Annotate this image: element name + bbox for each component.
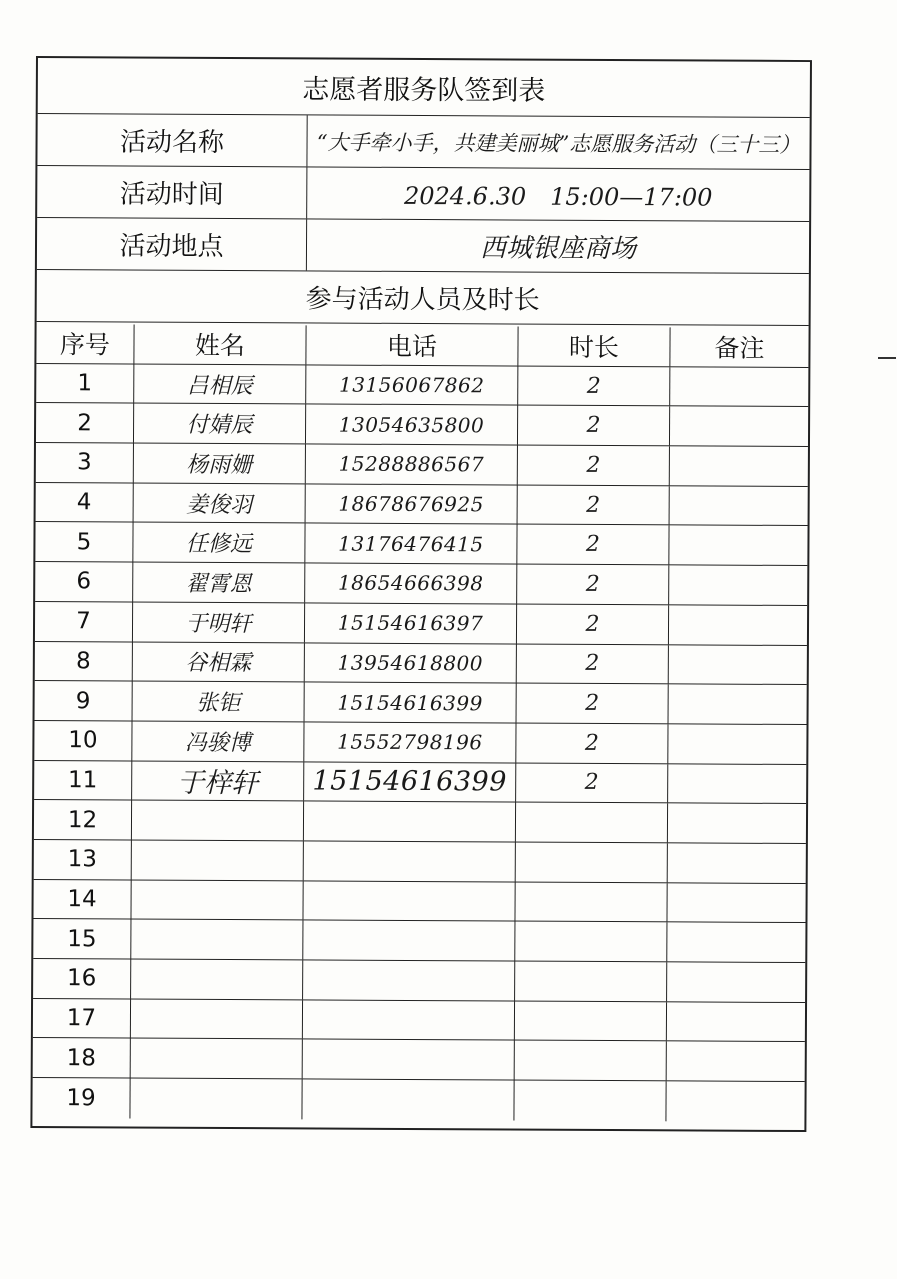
participant-note (668, 724, 806, 763)
activity-name-row (37, 114, 809, 170)
table-row (34, 761, 806, 805)
participant-note (667, 883, 805, 922)
row-number: 1 (36, 364, 134, 403)
participant-name (132, 801, 304, 841)
row-number: 3 (36, 443, 134, 482)
participant-hours (515, 1001, 667, 1040)
participant-name: 于梓轩 (132, 761, 304, 801)
row-number: 11 (34, 761, 132, 800)
participant-note (669, 605, 807, 644)
participant-hours (515, 1041, 667, 1080)
table-row (36, 483, 808, 527)
participant-phone: 18654666398 (305, 564, 517, 604)
table-row (36, 364, 808, 408)
participant-phone: 15288886567 (306, 444, 518, 484)
participant-name (131, 880, 303, 920)
participant-phone (303, 1000, 515, 1040)
row-number: 15 (33, 919, 131, 958)
participant-phone: 15154616399 (304, 762, 516, 802)
activity-time-value: 2024.6.30 15:00—17:00 (403, 181, 713, 212)
participant-note (667, 923, 805, 962)
participant-phone: 13054635800 (306, 405, 518, 445)
table-row (35, 642, 807, 686)
table-row (35, 681, 807, 725)
header-phone: 电话 (306, 325, 518, 365)
table-row (35, 602, 807, 646)
row-number: 12 (34, 800, 132, 839)
participant-phone: 13156067862 (306, 365, 518, 405)
row-number: 10 (34, 721, 132, 760)
row-number: 17 (33, 999, 131, 1038)
participant-hours: 2 (517, 565, 669, 604)
participant-name (131, 999, 303, 1039)
participant-hours: 2 (517, 684, 669, 723)
participant-hours (514, 1081, 666, 1121)
table-header-row (36, 324, 808, 368)
participant-name (130, 1079, 302, 1120)
participant-name: 任修远 (133, 523, 305, 563)
table-row (32, 1078, 804, 1122)
participant-hours: 2 (517, 525, 669, 564)
row-number: 14 (33, 880, 131, 919)
row-number: 5 (35, 522, 133, 561)
row-number: 19 (32, 1078, 130, 1118)
participant-name: 杨雨姗 (134, 444, 306, 484)
participant-name: 于明轩 (133, 602, 305, 642)
activity-name-label: 活动名称 (37, 114, 307, 166)
form-title: 志愿者服务队签到表 (38, 58, 810, 118)
sign-in-sheet (30, 56, 812, 1132)
participants-table (32, 324, 808, 1122)
participant-note (668, 804, 806, 843)
table-row (36, 403, 808, 447)
table-row (35, 522, 807, 566)
table-row (35, 562, 807, 606)
activity-place-value: 西城银座商场 (479, 233, 637, 265)
row-number: 18 (33, 1038, 131, 1077)
participant-phone (302, 1079, 514, 1120)
participant-note (668, 843, 806, 882)
participant-phone (304, 802, 516, 842)
participant-note (670, 446, 808, 485)
participant-phone (304, 841, 516, 881)
participant-phone: 13954618800 (305, 643, 517, 683)
participant-name: 姜俊羽 (134, 483, 306, 523)
participant-hours: 2 (518, 446, 670, 485)
participant-phone: 15154616399 (305, 683, 517, 723)
participant-phone (303, 921, 515, 961)
participant-hours: 2 (518, 366, 670, 405)
table-row (34, 721, 806, 765)
participant-hours (516, 842, 668, 881)
row-number: 16 (33, 959, 131, 998)
participant-hours (515, 922, 667, 961)
table-row (33, 959, 805, 1003)
activity-time-label: 活动时间 (37, 166, 307, 218)
participant-note (668, 764, 806, 803)
table-row (34, 800, 806, 844)
participant-phone (303, 881, 515, 921)
row-number: 7 (35, 602, 133, 641)
table-row (33, 919, 805, 963)
participant-note (670, 407, 808, 446)
header-hours: 时长 (518, 327, 670, 366)
row-number: 2 (36, 403, 134, 442)
row-number: 13 (34, 840, 132, 879)
participant-name: 冯骏博 (132, 721, 304, 761)
participant-hours: 2 (517, 604, 669, 643)
table-row (33, 1038, 805, 1082)
participant-hours (516, 803, 668, 842)
participant-hours: 2 (518, 406, 670, 445)
table-row (33, 999, 805, 1043)
activity-name-value: “大手牵小手，共建美丽城”志愿服务活动（三十三） (316, 129, 801, 157)
participant-note (669, 645, 807, 684)
participant-name: 付婧辰 (134, 404, 306, 444)
row-number: 9 (35, 681, 133, 720)
participant-note (667, 1002, 805, 1041)
participant-name: 张钜 (133, 682, 305, 722)
participant-hours: 2 (518, 485, 670, 524)
activity-place-row (37, 218, 809, 274)
row-number: 4 (36, 483, 134, 522)
header-name: 姓名 (134, 325, 306, 365)
participant-name: 吕相辰 (134, 364, 306, 404)
activity-place-label: 活动地点 (37, 218, 307, 270)
participant-note (669, 685, 807, 724)
scan-mark (878, 357, 896, 359)
participant-note (667, 962, 805, 1001)
participant-note (666, 1081, 804, 1121)
header-note: 备注 (714, 333, 765, 364)
row-number: 6 (35, 562, 133, 601)
participant-hours (515, 962, 667, 1001)
participant-note (669, 526, 807, 565)
participant-name (131, 920, 303, 960)
participant-note (669, 565, 807, 604)
table-row (33, 880, 805, 924)
participant-hours: 2 (517, 644, 669, 683)
activity-time-row (37, 166, 809, 222)
participant-name (132, 840, 304, 880)
participant-hours: 2 (516, 763, 668, 802)
participant-note (667, 1042, 805, 1081)
participant-phone (303, 1040, 515, 1080)
participant-phone: 13176476415 (305, 524, 517, 564)
header-number: 序号 (36, 324, 134, 363)
participant-name: 翟霄恩 (133, 563, 305, 603)
table-row (34, 840, 806, 884)
participant-note (670, 367, 808, 406)
participant-phone: 15552798196 (304, 722, 516, 762)
table-row (36, 443, 808, 487)
participant-note (670, 486, 808, 525)
participant-hours: 2 (516, 723, 668, 762)
participant-hours (515, 882, 667, 921)
participant-phone (303, 960, 515, 1000)
participant-name (131, 1039, 303, 1079)
section-title: 参与活动人员及时长 (37, 270, 809, 326)
participant-phone: 15154616397 (305, 603, 517, 643)
participant-name (131, 960, 303, 1000)
participant-phone: 18678676925 (306, 484, 518, 524)
participant-name: 谷相霖 (133, 642, 305, 682)
row-number: 8 (35, 642, 133, 681)
